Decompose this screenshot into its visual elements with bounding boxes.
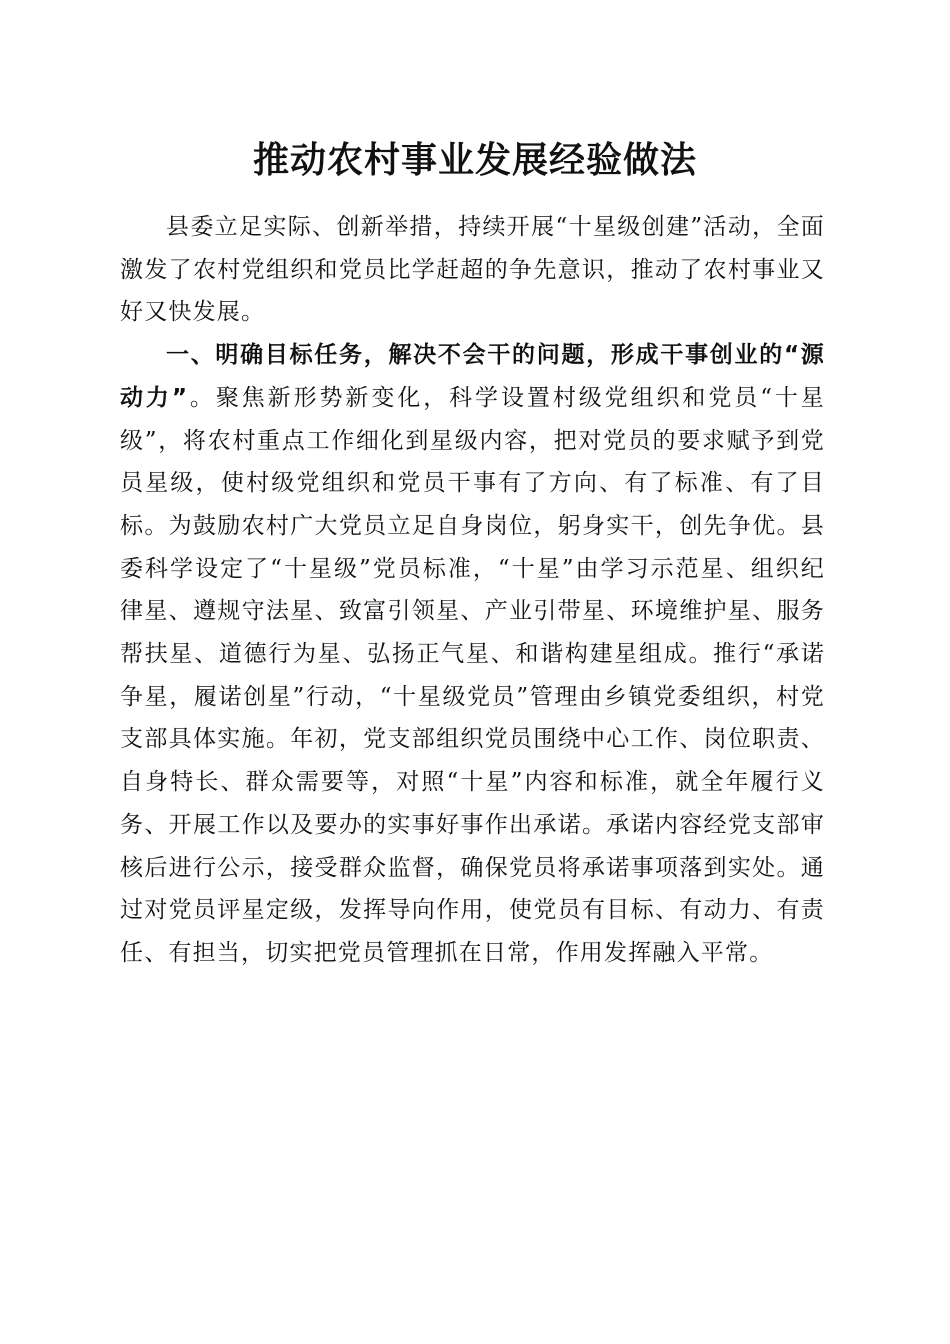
document-body — [120, 206, 825, 975]
section-one-heading: 一、明确目标任务，解决不会干的问题，形成干事创业的“源动力” — [120, 342, 825, 411]
intro-paragraph — [120, 206, 825, 334]
section-one-text: 。聚焦新形势新变化，科学设置村级党组织和党员“十星级”，将农村重点工作细化到星级内容，把对党员的要求赋予到党员星级，使村级党组织和党员干事有了方向、有了标准、有了目标。为鼓励农村广大党员立足自身岗位，躬身实干，创先争优。县委科学设定了“十星级”党员标准，“十星”由学习示范星、组织纪律星、遵规守法星、致富引领星、产业引带星、环境维护星、服务帮扶星、道德行为星、弘扬正气星、和谐构建星组成。推行“承诺争星，履诺创星”行动，“十星级党员”管理由乡镇党委组织，村党支部具体实施。年初，党支部组织党员围绕中心工作、岗位职责、自身特长、群众需要等，对照“十星”内容和标准，就全年履行义务、开展工作以及要办的实事好事作出承诺。承诺内容经党支部审核后进行公示，接受群众监督，确保党员将承诺事项落到实处。通过对党员评星定级，发挥导向作用，使党员有目标、有动力、有责任、有担当，切实把党员管理抓在日常，作用发挥融入平常。 — [120, 384, 826, 966]
intro-paragraph-text: 县委立足实际、创新举措，持续开展“十星级创建”活动，全面激发了农村党组织和党员比学赶超的争先意识，推动了农村事业又好又快发展。 — [120, 214, 825, 326]
section-one-paragraph — [120, 334, 825, 975]
document-title: 推动农村事业发展经验做法 — [252, 139, 697, 181]
